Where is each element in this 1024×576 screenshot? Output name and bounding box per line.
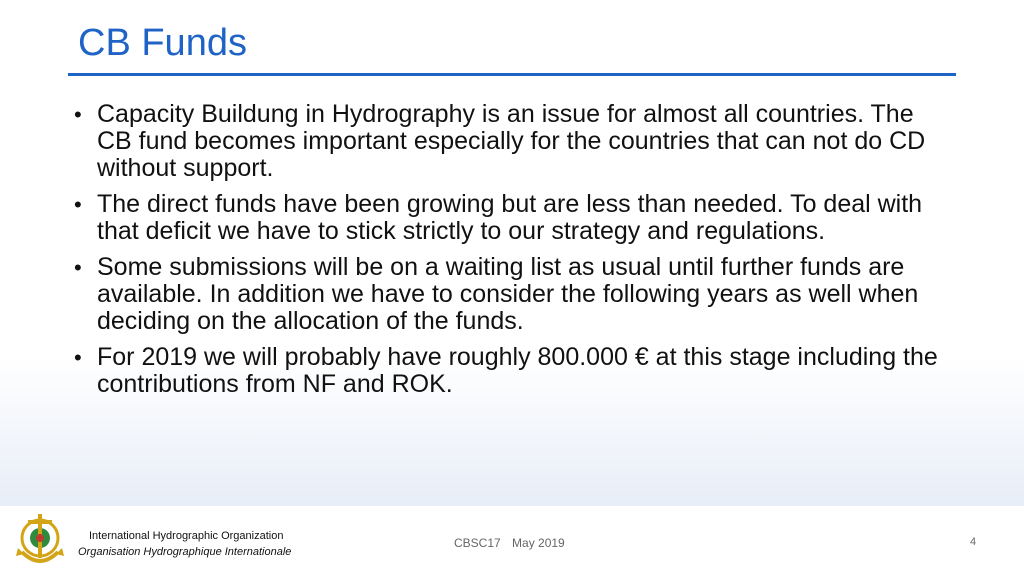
bullet-text: The direct funds have been growing but are less than needed. To deal with that deficit we have to stick strictly to our strategy and regulations. bbox=[97, 190, 923, 245]
bullet-dot-icon: • bbox=[74, 255, 82, 280]
bullet-item bbox=[72, 191, 952, 245]
org-name-english: International Hydrographic Organization bbox=[89, 530, 284, 542]
page-number: 4 bbox=[970, 536, 977, 548]
event-name: CBSC17 bbox=[454, 536, 501, 550]
event-date: May 2019 bbox=[512, 536, 565, 550]
organization-name bbox=[78, 528, 291, 560]
bullet-item bbox=[72, 254, 952, 335]
title-underline bbox=[68, 73, 956, 76]
bullet-item bbox=[72, 101, 952, 182]
slide-title: CB Funds bbox=[78, 22, 247, 64]
event-info bbox=[454, 536, 565, 550]
bullet-item bbox=[72, 344, 952, 398]
bullet-dot-icon: • bbox=[74, 192, 82, 217]
bullet-text: Capacity Buildung in Hydrography is an issue for almost all countries. The CB fund becomes important especially for the countries that can not do CD without support. bbox=[97, 100, 926, 182]
bullet-text: For 2019 we will probably have roughly 800.000 € at this stage including the contributions from NF and ROK. bbox=[97, 343, 938, 398]
bullet-dot-icon: • bbox=[74, 345, 82, 370]
org-name-french: Organisation Hydrographique Internationale bbox=[78, 546, 292, 558]
bullet-list bbox=[72, 101, 952, 407]
bullet-text: Some submissions will be on a waiting list as usual until further funds are available. In addition we have to consider the following years as well when deciding on the allocation of the funds. bbox=[97, 253, 919, 335]
iho-logo-icon bbox=[12, 508, 68, 572]
bullet-dot-icon: • bbox=[74, 102, 82, 127]
